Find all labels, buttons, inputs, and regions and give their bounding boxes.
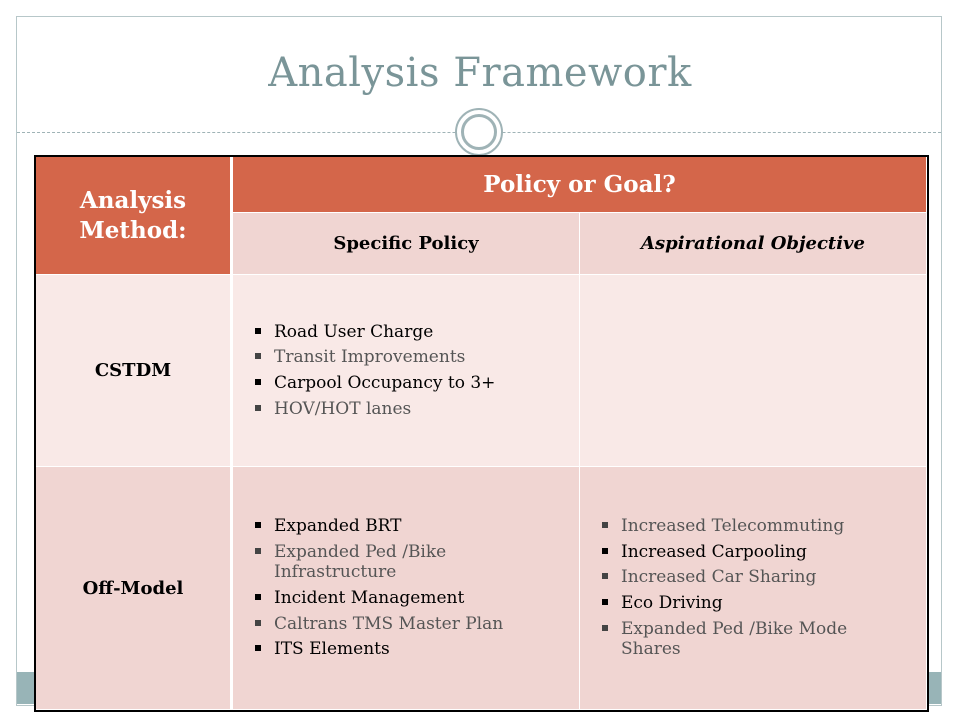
square-bullet-icon — [255, 548, 261, 554]
list-item: Increased Carpooling — [602, 542, 910, 563]
square-bullet-icon — [255, 379, 261, 385]
list-item: Expanded BRT — [255, 516, 563, 537]
framework-table — [36, 157, 927, 710]
list-item: Caltrans TMS Master Plan — [255, 614, 563, 635]
aspirational-label: Aspirational Objective — [641, 233, 865, 254]
square-bullet-icon — [602, 625, 608, 631]
list-item: Road User Charge — [255, 322, 563, 343]
double-circle-icon — [455, 108, 503, 156]
square-bullet-icon — [255, 645, 261, 651]
row-label-off-model: Off-Model — [36, 467, 233, 710]
list-item: ITS Elements — [255, 639, 563, 660]
square-bullet-icon — [255, 594, 261, 600]
square-bullet-icon — [602, 548, 608, 554]
square-bullet-icon — [255, 353, 261, 359]
square-bullet-icon — [602, 599, 608, 605]
header-aspirational-objective — [580, 213, 927, 275]
list-item: Eco Driving — [602, 593, 910, 614]
square-bullet-icon — [255, 405, 261, 411]
off-model-specific-cell — [233, 467, 580, 710]
header-specific-policy: Specific Policy — [233, 213, 580, 275]
list-item: Expanded Ped /Bike Infrastructure — [255, 542, 563, 583]
off-model-aspirational-cell — [580, 467, 927, 710]
header-policy-or-goal: Policy or Goal? — [233, 157, 927, 213]
slide-title: Analysis Framework — [268, 50, 692, 96]
list-item: HOV/HOT lanes — [255, 399, 563, 420]
list-item: Incident Management — [255, 588, 563, 609]
square-bullet-icon — [602, 522, 608, 528]
list-item: Increased Telecommuting — [602, 516, 910, 537]
off-model-aspirational-list — [602, 511, 910, 665]
header-analysis-method: Analysis Method: — [36, 157, 233, 275]
list-item: Expanded Ped /Bike Mode Shares — [602, 619, 910, 660]
square-bullet-icon — [255, 522, 261, 528]
cstdm-specific-list — [255, 317, 563, 425]
square-bullet-icon — [255, 620, 261, 626]
square-bullet-icon — [255, 328, 261, 334]
list-item: Carpool Occupancy to 3+ — [255, 373, 563, 394]
row-label-cstdm: CSTDM — [36, 275, 233, 467]
off-model-specific-list — [255, 511, 563, 665]
square-bullet-icon — [602, 573, 608, 579]
cstdm-specific-cell — [233, 275, 580, 467]
list-item: Transit Improvements — [255, 347, 563, 368]
cstdm-aspirational-cell — [580, 275, 927, 467]
list-item: Increased Car Sharing — [602, 567, 910, 588]
